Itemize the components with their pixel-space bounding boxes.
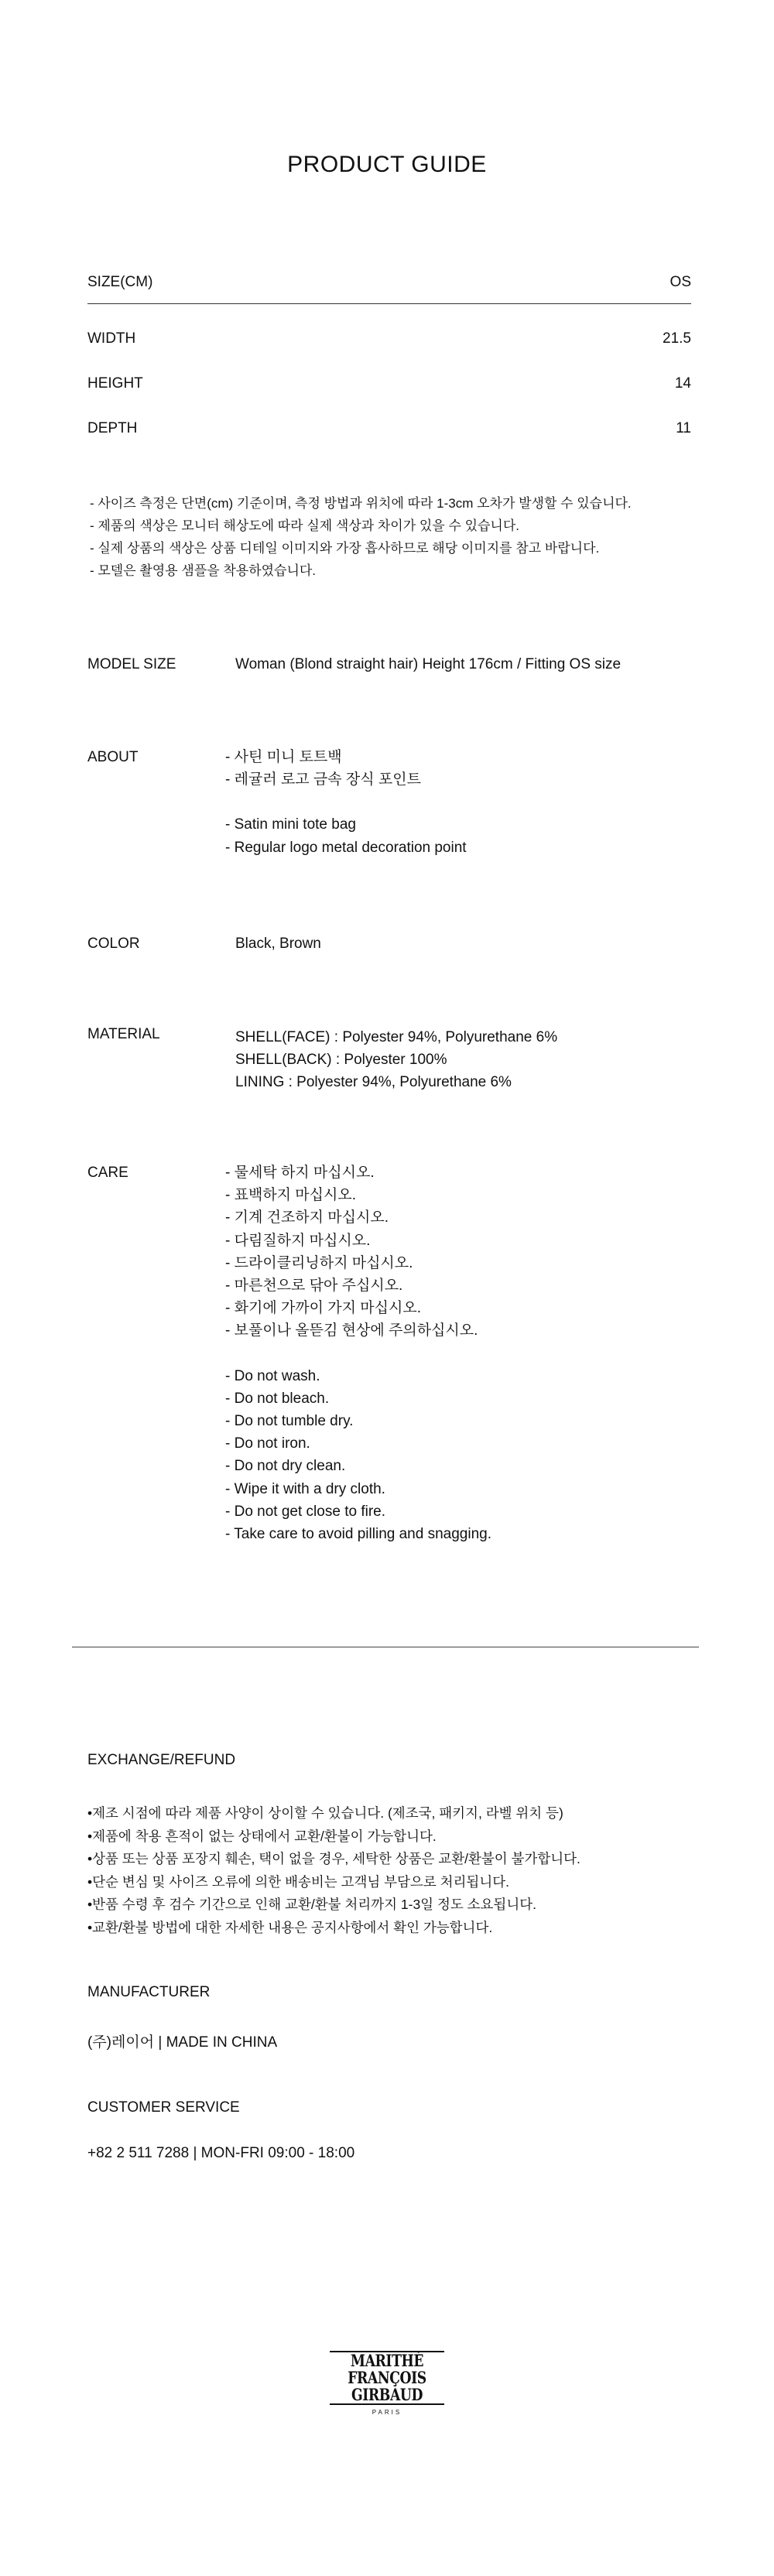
exchange-heading: EXCHANGE/REFUND bbox=[87, 1752, 236, 1768]
care-line: - 물세탁 하지 마십시오. bbox=[225, 1165, 375, 1181]
size-row-value: 11 bbox=[676, 420, 691, 436]
care-label: CARE bbox=[87, 1165, 128, 1181]
size-row-value: 14 bbox=[674, 375, 691, 392]
material-lines bbox=[235, 1026, 557, 1093]
exchange-line: •단순 변심 및 사이즈 오류에 의한 배송비는 고객님 부담으로 처리됩니다. bbox=[87, 1873, 509, 1890]
care-line: - 화기에 가까이 가지 마십시오. bbox=[225, 1300, 421, 1317]
size-header-label: SIZE(CM) bbox=[87, 274, 153, 290]
exchange-line: •상품 또는 상품 포장지 훼손, 택이 없을 경우, 세탁한 상품은 교환/환불이 불가합니다. bbox=[87, 1851, 580, 1866]
logo-line: GIRBAUD bbox=[351, 2385, 423, 2404]
material-line: SHELL(FACE) : Polyester 94%, Polyurethane 6% bbox=[235, 1029, 558, 1045]
logo-line: MARITHÉ bbox=[350, 2351, 424, 2370]
about-line: - 사틴 미니 토트백 bbox=[225, 749, 342, 765]
material-line: SHELL(BACK) : Polyester 100% bbox=[235, 1052, 447, 1068]
care-lines bbox=[225, 1161, 491, 1545]
model-size-text: Woman (Blond straight hair) Height 176cm / Fitting OS size bbox=[235, 656, 622, 672]
about-line: - Satin mini tote bag bbox=[225, 816, 356, 833]
size-row-height bbox=[87, 361, 691, 406]
manufacturer-heading: MANUFACTURER bbox=[87, 1984, 211, 2000]
size-table bbox=[87, 271, 691, 451]
material-label: MATERIAL bbox=[87, 1026, 160, 1042]
customer-service-heading: CUSTOMER SERVICE bbox=[87, 2099, 240, 2116]
size-header-os: OS bbox=[670, 274, 691, 290]
care-line: - Do not dry clean. bbox=[225, 1458, 346, 1475]
size-row-label: HEIGHT bbox=[87, 375, 143, 392]
care-line: - Do not wash. bbox=[225, 1367, 320, 1384]
size-row-depth bbox=[87, 406, 691, 451]
care-line: - Wipe it with a dry cloth. bbox=[225, 1480, 385, 1497]
care-line: - Do not tumble dry. bbox=[225, 1413, 354, 1430]
customer-service-value: +82 2 511 7288 | MON-FRI 09:00 - 18:00 bbox=[87, 2145, 355, 2161]
size-table-header bbox=[87, 271, 691, 304]
note-line: - 제품의 색상은 모니터 해상도에 따라 실제 색상과 차이가 있을 수 있습니다. bbox=[90, 518, 519, 533]
care-line: - 기계 건조하지 마십시오. bbox=[225, 1209, 389, 1226]
care-line: - 드라이클리닝하지 마십시오. bbox=[225, 1254, 413, 1271]
size-row-width bbox=[87, 316, 691, 361]
about-line bbox=[225, 791, 467, 813]
care-line bbox=[225, 1343, 491, 1365]
care-line: - 표백하지 마십시오. bbox=[225, 1187, 356, 1204]
exchange-lines bbox=[87, 1802, 580, 1939]
color-label: COLOR bbox=[87, 936, 140, 952]
about-lines bbox=[225, 746, 467, 859]
logo-line: FRANÇOIS bbox=[348, 2368, 426, 2387]
size-row-value: 21.5 bbox=[663, 330, 691, 347]
model-size-value bbox=[235, 653, 621, 676]
color-text: Black, Brown bbox=[235, 936, 321, 952]
care-line: - 마른천으로 닦아 주십시오. bbox=[225, 1278, 403, 1295]
note-line: - 모델은 촬영용 샘플을 착용하였습니다. bbox=[90, 563, 317, 578]
care-line: - Do not bleach. bbox=[225, 1390, 330, 1407]
note-line: - 사이즈 측정은 단면(cm) 기준이며, 측정 방법과 위치에 따라 1-3cm 오차가 발생할 수 있습니다. bbox=[90, 496, 632, 511]
brand-logo bbox=[330, 2351, 444, 2428]
size-row-label: WIDTH bbox=[87, 330, 136, 347]
care-line: - Do not iron. bbox=[225, 1435, 310, 1452]
page-title: PRODUCT GUIDE bbox=[287, 152, 487, 177]
exchange-line: •제조 시점에 따라 제품 사양이 상이할 수 있습니다. (제조국, 패키지, 라벨 위치 등) bbox=[87, 1805, 563, 1821]
note-line: - 실제 상품의 색상은 상품 디테일 이미지와 가장 흡사하므로 해당 이미지를 참고 바랍니다. bbox=[90, 541, 600, 556]
care-line: - Do not get close to fire. bbox=[225, 1503, 385, 1520]
exchange-line: •제품에 착용 흔적이 없는 상태에서 교환/환불이 가능합니다. bbox=[87, 1828, 437, 1844]
model-size-label: MODEL SIZE bbox=[87, 656, 176, 672]
manufacturer-value: (주)레이어 | MADE IN CHINA bbox=[87, 2034, 278, 2051]
exchange-line: •교환/환불 방법에 대한 자세한 내용은 공지사항에서 확인 가능합니다. bbox=[87, 1919, 493, 1935]
exchange-line: •반품 수령 후 검수 기간으로 인해 교환/환불 처리까지 1-3일 정도 소요됩니다. bbox=[87, 1897, 537, 1912]
size-row-label: DEPTH bbox=[87, 420, 138, 436]
about-line: - 레귤러 로고 금속 장식 포인트 bbox=[225, 771, 421, 789]
care-line: - 다림질하지 마십시오. bbox=[225, 1232, 371, 1249]
about-line: - Regular logo metal decoration point bbox=[225, 839, 467, 856]
care-line: - Take care to avoid pilling and snagging. bbox=[225, 1526, 491, 1543]
color-value bbox=[235, 932, 321, 955]
logo-paris: PARIS bbox=[372, 2409, 402, 2416]
material-line: LINING : Polyester 94%, Polyurethane 6% bbox=[235, 1074, 512, 1090]
about-label: ABOUT bbox=[87, 749, 139, 765]
measurement-notes bbox=[90, 492, 632, 582]
care-line: - 보풀이나 올뜯김 현상에 주의하십시오. bbox=[225, 1322, 478, 1339]
